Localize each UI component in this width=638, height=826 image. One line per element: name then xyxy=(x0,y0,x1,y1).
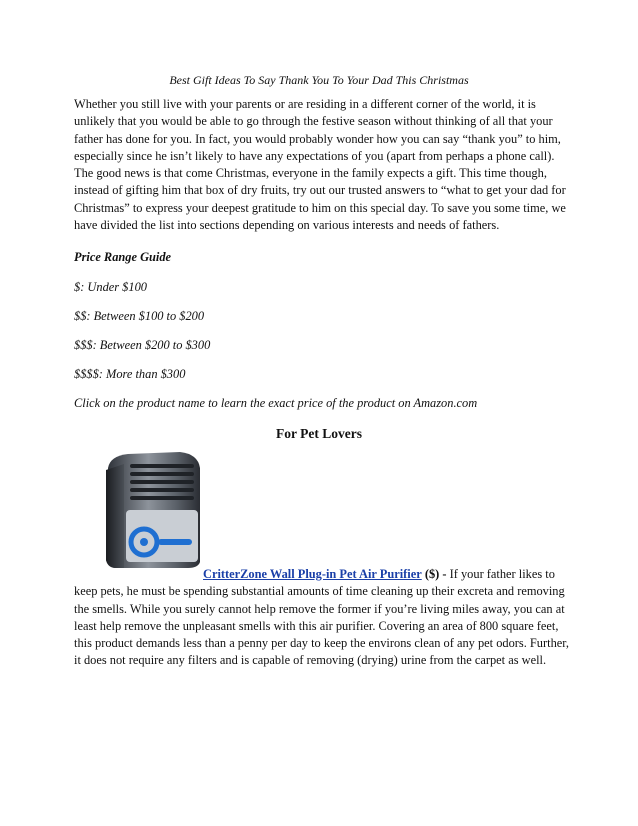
price-guide-heading: Price Range Guide xyxy=(74,250,172,264)
product-link-critterzone-air-purifier[interactable]: CritterZone Wall Plug-in Pet Air Purifier xyxy=(203,567,422,581)
price-range-item: $: Under $100 xyxy=(74,280,147,294)
product-price-tag: ($) - xyxy=(424,567,447,581)
section-heading: For Pet Lovers xyxy=(276,426,362,441)
product-paragraph xyxy=(74,566,570,670)
air-purifier-product-image[interactable] xyxy=(100,450,210,570)
price-range-item: $$$$: More than $300 xyxy=(74,367,186,381)
product-description: If your father likes to keep pets, he must be spending substantial amounts of time cleaning up their excreta and removing the smells. While you surely cannot help remove the former if you’re living miles away, you can at least help remove the unpleasant smells with this air purifier. Covering an area of 800 square feet, this product demands less than a penny per day to keep the environs clean of any pet odors. Further, it does not require any filters and is capable of removing (drying) urine from the carpet as well. xyxy=(74,567,569,668)
price-guide-note: Click on the product name to learn the exact price of the product on Amazon.com xyxy=(74,396,478,410)
document-title: Best Gift Ideas To Say Thank You To Your Dad This Christmas xyxy=(169,73,469,87)
intro-paragraph: Whether you still live with your parents or are residing in a different corner of the world, it is unlikely that you would be able to go through the festive season without thinking of all that your father has done for you. In fact, you would probably wonder how you can say “thank you” to him, especially since he isn’t likely to have any expectations of you (apart from perhaps a phone call). The good news is that come Christmas, everyone in the family expects a gift. This time though, instead of gifting him that box of dry fruits, try out our trusted answers to “what to get your dad for Christmas” to express your deepest gratitude to him on this special day. To save you some time, we have divided the list into sections depending on various interests and needs of fathers. xyxy=(74,97,566,233)
price-range-item: $$$: Between $200 to $300 xyxy=(74,338,211,352)
price-range-item: $$: Between $100 to $200 xyxy=(74,309,205,323)
